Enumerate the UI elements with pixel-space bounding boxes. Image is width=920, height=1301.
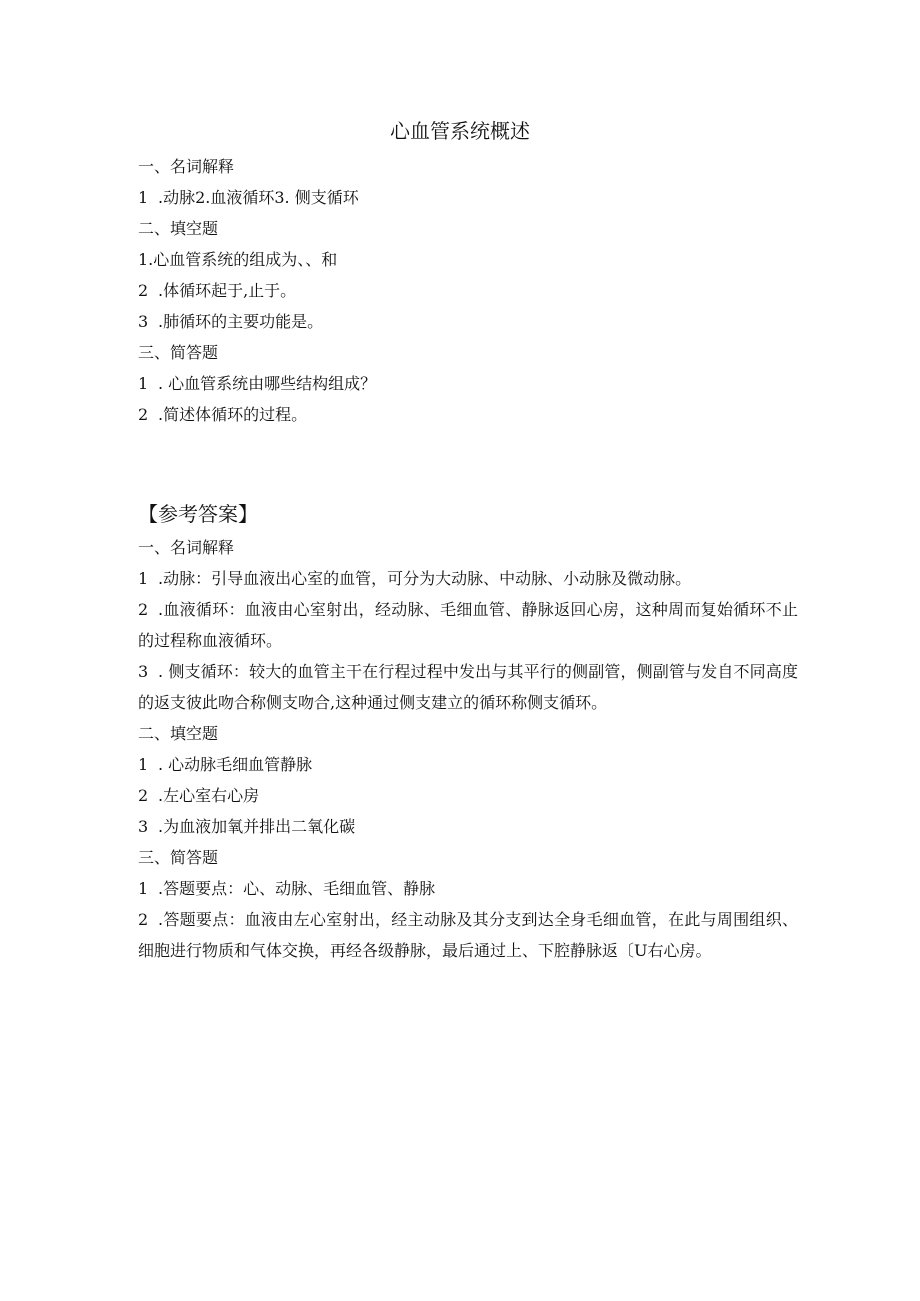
section-heading-terms: 一、名词解释 [138,157,235,176]
item-text: .答题要点：血液由左心室射出，经主动脉及其分支到达全身毛细血管，在此与周围组织、细胞进行物质和气体交换，再经各级静脉，最后通过上、下腔静脉返〔U右心房。 [138,910,798,960]
item-number: 1 [138,374,149,393]
item-number: 2 [138,910,149,929]
short-question-2 [138,399,798,430]
item-text: .为血液加氧并排出二氧化碳 [158,817,356,836]
questions-section [138,151,798,430]
fill-question-1 [138,244,798,275]
item-text: .血液循环：血液由心室射出，经动脉、毛细血管、静脉返回心房，这种周而复始循环不止的过程称血液循环。 [138,600,798,650]
answer-fill-2 [138,780,798,811]
answer-term-3 [138,656,798,718]
item-text: .左心室右心房 [158,786,260,805]
item-number: 3 [138,312,149,331]
item-text: .体循环起于,止于。 [158,281,297,300]
answers-title: 【参考答案】 [138,502,258,526]
section-heading-fill: 二、填空题 [138,219,219,238]
item-number: 1 [138,755,149,774]
item-number: 2 [138,786,149,805]
item-text: . 心动脉毛细血管静脉 [158,755,313,774]
item-text: .简述体循环的过程。 [158,405,308,424]
item-text: .答题要点：心、动脉、毛细血管、静脉 [158,879,436,898]
item-text: . 侧支循环：较大的血管主干在行程过程中发出与其平行的侧副管，侧副管与发自不同高度的返支彼此吻合称侧支吻合,这种通过侧支建立的循环称侧支循环。 [138,662,798,712]
answer-heading-short-answer: 三、简答题 [138,848,219,867]
item-number: 2 [138,600,149,619]
short-question-1 [138,368,798,399]
page-title: 心血管系统概述 [390,119,530,143]
item-number: 1 [138,879,149,898]
answer-fill-3 [138,811,798,842]
item-number: 2 [138,405,149,424]
fill-question-3 [138,306,798,337]
answer-term-1 [138,563,798,594]
item-text: 1.心血管系统的组成为、、和 [138,250,338,269]
item-number: 1 [138,569,149,588]
answer-short-2 [138,904,798,997]
answers-section [138,498,798,997]
item-number: 2 [138,281,149,300]
fill-question-2 [138,275,798,306]
item-number: 3 [138,662,149,681]
item-text: .动脉2.血液循环3. 侧支循环 [158,188,359,207]
item-text: .肺循环的主要功能是。 [158,312,324,331]
answer-term-2 [138,594,798,656]
item-number: 3 [138,817,149,836]
item-text: .动脉：引导血液出心室的血管，可分为大动脉、中动脉、小动脉及微动脉。 [158,569,692,588]
section-heading-short-answer: 三、简答题 [138,343,219,362]
terms-line [138,182,798,213]
item-text: . 心血管系统由哪些结构组成？ [158,374,377,393]
answer-fill-1 [138,749,798,780]
item-number: 1 [138,188,149,207]
answer-heading-fill: 二、填空题 [138,724,219,743]
answer-heading-terms: 一、名词解释 [138,538,235,557]
answer-short-1 [138,873,798,904]
